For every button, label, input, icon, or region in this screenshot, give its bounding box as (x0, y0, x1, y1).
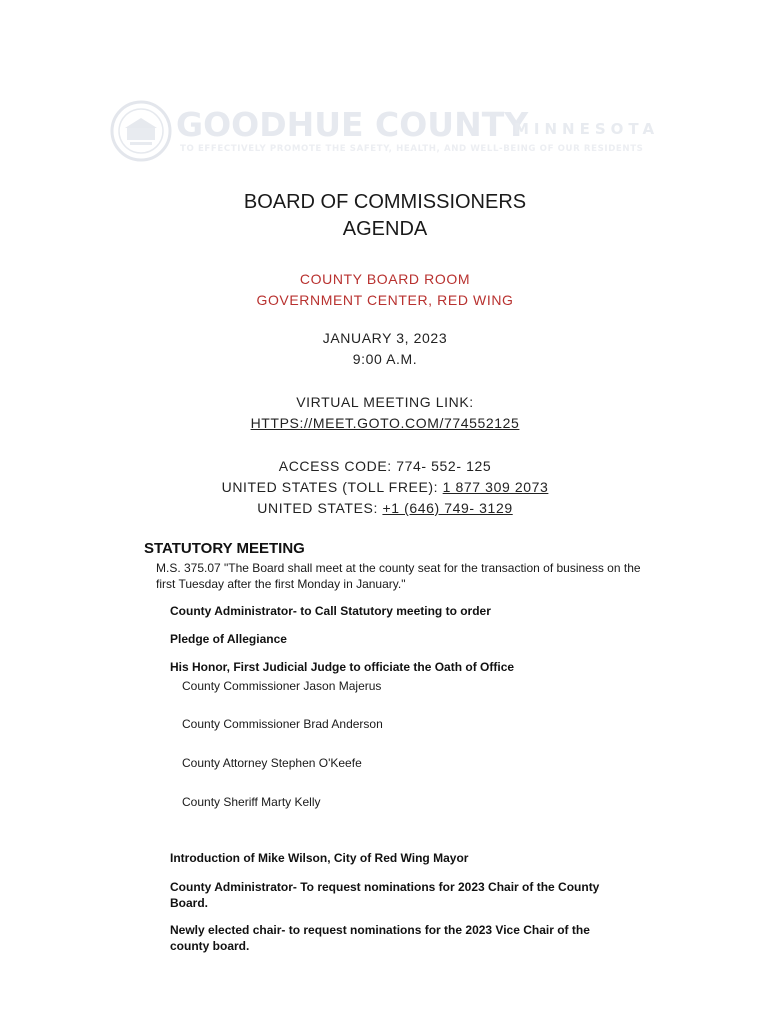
page-title: BOARD OF COMMISSIONERS (243, 191, 527, 213)
section-title: STATUTORY MEETING (144, 540, 305, 557)
us-phone-label: UNITED STATES: (257, 500, 383, 516)
oath-list-item: County Sheriff Marty Kelly (182, 795, 321, 809)
location-room: COUNTY BOARD ROOM (299, 271, 471, 287)
virtual-meeting-link[interactable]: HTTPS://MEET.GOTO.COM/774552125 (250, 415, 520, 431)
agenda-item-call-to-order: County Administrator- to Call Statutory meeting to order (170, 604, 491, 618)
agenda-item-intro-mayor: Introduction of Mike Wilson, City of Red Wing Mayor (170, 851, 469, 865)
page-subtitle: AGENDA (342, 218, 428, 240)
us-phone-number-link[interactable]: +1 (646) 749- 3129 (382, 500, 513, 516)
watermark-motto: TO EFFECTIVELY PROMOTE THE SAFETY, HEALTH, AND WELL-BEING OF OUR RESIDENTS (180, 144, 644, 154)
agenda-item-chair-nominations: County Administrator- To request nominations for 2023 Chair of the County Board. (170, 880, 600, 910)
agenda-item-oath: His Honor, First Judicial Judge to officiate the Oath of Office (170, 660, 515, 674)
county-letterhead (110, 100, 670, 170)
statute-text: M.S. 375.07 "The Board shall meet at the county seat for the transaction of business on the first Tuesday after the first Monday in January." (156, 561, 641, 591)
oath-list-item: County Commissioner Jason Majerus (182, 679, 382, 693)
virtual-meeting-link-line (0, 415, 770, 431)
watermark-state: MINNESOTA (514, 120, 660, 138)
meeting-time: 9:00 A.M. (352, 351, 418, 367)
tollfree-label: UNITED STATES (TOLL FREE): (221, 479, 443, 495)
access-code: ACCESS CODE: 774- 552- 125 (278, 458, 492, 474)
watermark-county-name: GOODHUE COUNTY (176, 105, 529, 144)
agenda-item-pledge: Pledge of Allegiance (170, 632, 287, 646)
meeting-date: JANUARY 3, 2023 (322, 330, 448, 346)
tollfree-number-link[interactable]: 1 877 309 2073 (442, 479, 549, 495)
oath-list-item: County Attorney Stephen O'Keefe (182, 756, 362, 770)
tollfree-line (0, 479, 770, 495)
virtual-label: VIRTUAL MEETING LINK: (296, 394, 474, 410)
county-seal-icon (110, 100, 172, 162)
location-building: GOVERNMENT CENTER, RED WING (256, 292, 514, 308)
oath-list-item: County Commissioner Brad Anderson (182, 717, 383, 731)
us-phone-line (0, 500, 770, 516)
agenda-item-vice-chair-nominations: Newly elected chair- to request nominations for the 2023 Vice Chair of the county board. (170, 923, 590, 953)
